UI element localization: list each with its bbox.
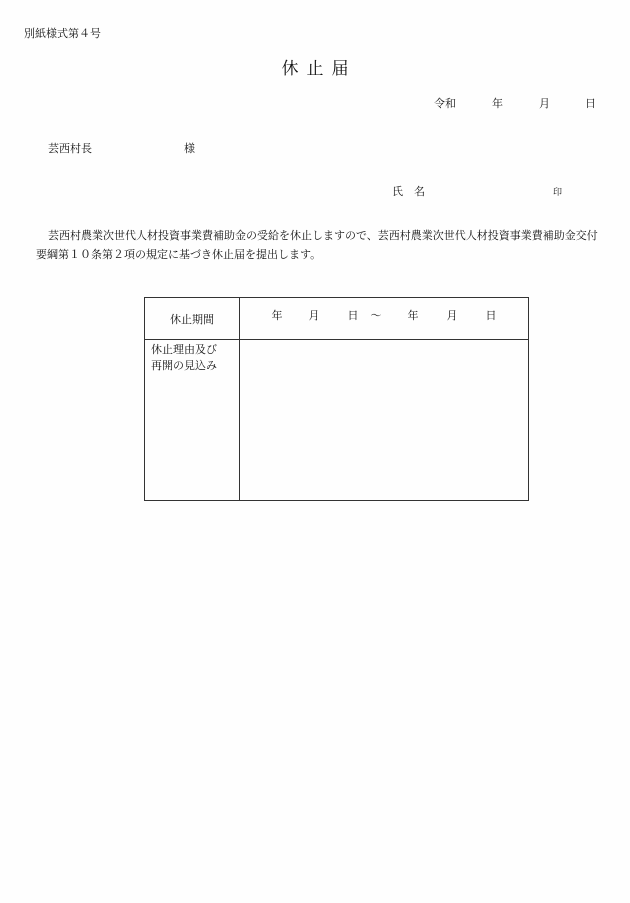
document-title: 休止届 xyxy=(281,59,357,79)
period-end-month-unit: 月 xyxy=(446,309,458,322)
suspension-table xyxy=(144,297,529,501)
recipient-name: 芸西村長 xyxy=(48,142,92,155)
period-value-field[interactable] xyxy=(240,298,529,340)
reason-label-line1: 休止理由及び xyxy=(151,343,217,356)
date-day-unit: 日 xyxy=(585,97,596,110)
date-month-unit: 月 xyxy=(539,97,550,110)
date-era: 令和 xyxy=(434,97,456,110)
period-tilde: ～ xyxy=(370,309,382,322)
period-label: 休止期間 xyxy=(145,298,240,340)
table-row-reason xyxy=(145,340,529,501)
period-start-day-unit: 日 xyxy=(347,309,359,322)
date-year-unit: 年 xyxy=(492,97,503,110)
applicant-line xyxy=(392,183,562,199)
seal-mark: 印 xyxy=(553,188,563,198)
date-line xyxy=(434,95,596,111)
period-end-year-unit: 年 xyxy=(407,309,419,322)
reason-label xyxy=(145,340,240,501)
period-start-month-unit: 月 xyxy=(308,309,320,322)
reason-label-line2: 再開の見込み xyxy=(151,359,217,372)
table-row-period xyxy=(145,298,529,340)
recipient-line xyxy=(48,140,195,156)
recipient-honorific: 様 xyxy=(184,142,195,155)
reason-value-field[interactable] xyxy=(240,340,529,501)
body-text: 芸西村農業次世代人材投資事業費補助金の受給を休止しますので、芸西村農業次世代人材投資事業費補助金交付要綱第１０条第２項の規定に基づき休止届を提出します。 xyxy=(36,229,598,261)
form-number: 別紙様式第４号 xyxy=(24,27,101,40)
applicant-name-label: 氏 名 xyxy=(392,185,425,198)
period-end-day-unit: 日 xyxy=(485,309,497,322)
period-start-year-unit: 年 xyxy=(271,309,283,322)
